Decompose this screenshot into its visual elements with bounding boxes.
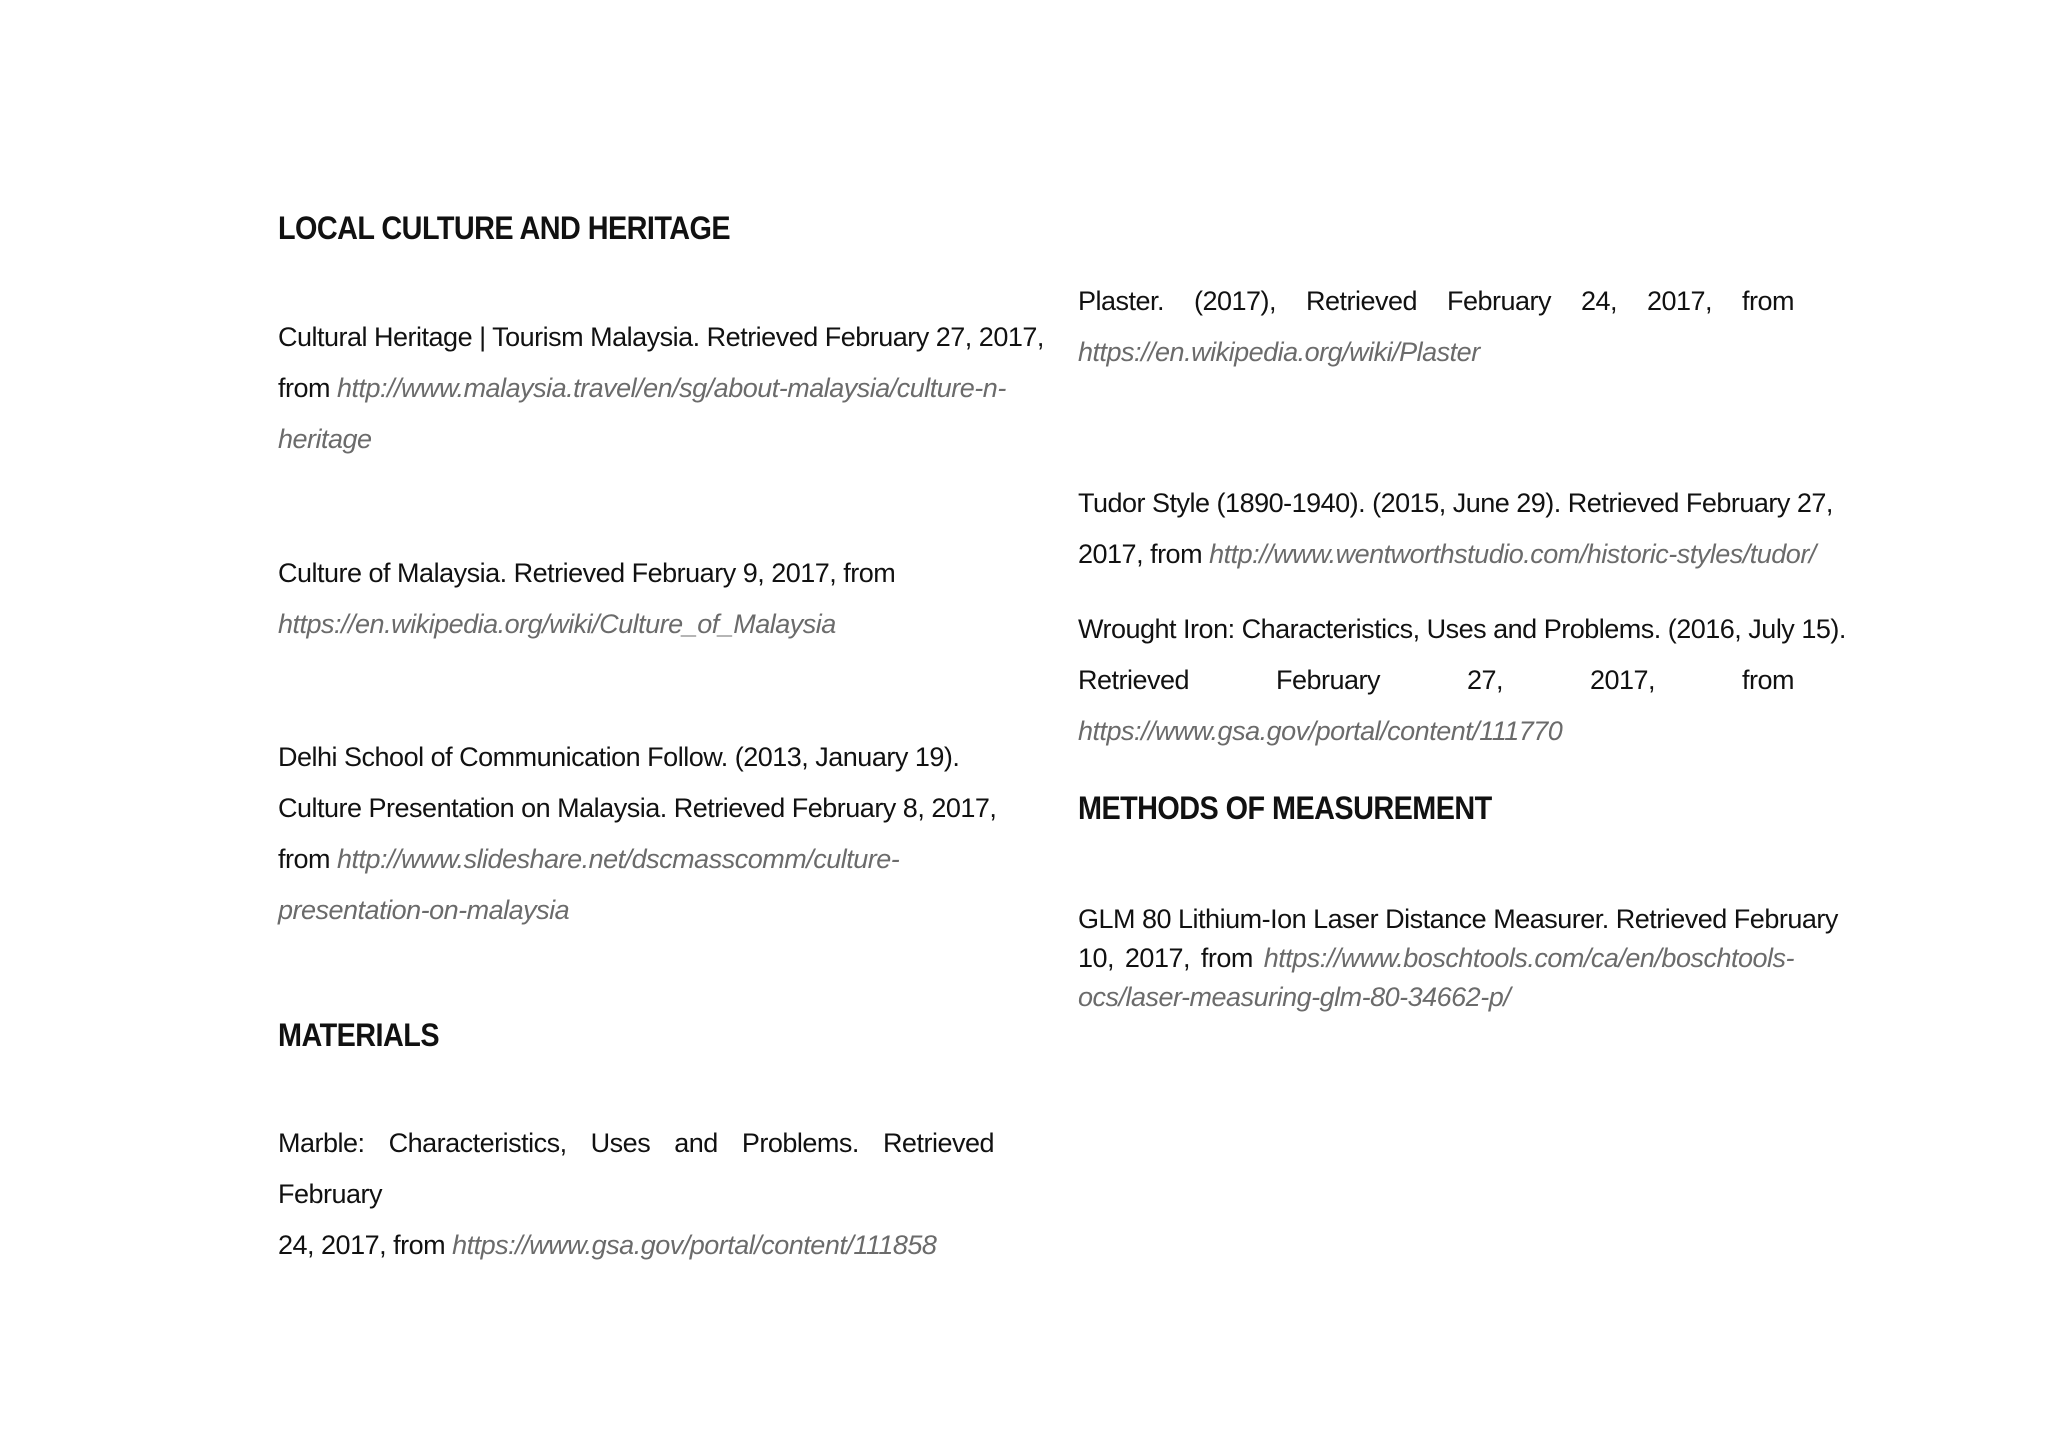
heading-materials: MATERIALS xyxy=(278,1017,440,1053)
heading-local-culture: LOCAL CULTURE AND HERITAGE xyxy=(278,210,731,246)
reference-glm-80 xyxy=(1078,900,1838,1017)
reference-line: Retrieved February 27, 2017, from xyxy=(1078,665,1794,695)
reference-line: from http://www.slideshare.net/dscmasscomm/culture- xyxy=(278,844,900,874)
heading-methods-of-measurement: METHODS OF MEASUREMENT xyxy=(1078,790,1492,826)
reference-url: https://www.gsa.gov/portal/content/111770 xyxy=(1078,716,1563,746)
reference-line: Plaster. (2017), Retrieved February 24, 2017, from xyxy=(1078,286,1794,316)
reference-tudor xyxy=(1078,478,1833,580)
reference-cultural-heritage xyxy=(278,312,1044,465)
reference-line: Culture Presentation on Malaysia. Retrieved February 8, 2017, xyxy=(278,793,997,823)
reference-line: Marble: Characteristics, Uses and Problems. Retrieved February xyxy=(278,1128,994,1209)
reference-line xyxy=(1078,706,1800,757)
reference-delhi-school xyxy=(278,732,1000,936)
reference-marble xyxy=(278,1118,994,1271)
reference-line: from http://www.malaysia.travel/en/sg/about-malaysia/culture-n- xyxy=(278,373,1006,403)
reference-url: http://www.slideshare.net/dscmasscomm/culture- xyxy=(337,844,900,874)
reference-url: heritage xyxy=(278,424,372,454)
reference-line: 24, 2017, from https://www.gsa.gov/portal/content/111858 xyxy=(278,1230,937,1260)
reference-line xyxy=(278,885,1000,936)
reference-line xyxy=(278,414,1000,465)
reference-line: GLM 80 Lithium-Ion Laser Distance Measurer. Retrieved February xyxy=(1078,904,1838,934)
reference-line: Wrought Iron: Characteristics, Uses and Problems. (2016, July 15). xyxy=(1078,614,1846,644)
reference-url: https://en.wikipedia.org/wiki/Plaster xyxy=(1078,337,1480,367)
reference-url: http://www.malaysia.travel/en/sg/about-malaysia/culture-n- xyxy=(337,373,1006,403)
reference-url: https://www.gsa.gov/portal/content/111858 xyxy=(452,1230,937,1260)
reference-line: Culture of Malaysia. Retrieved February 9, 2017, from xyxy=(278,558,896,588)
reference-line xyxy=(1078,327,1794,378)
reference-url: ocs/laser-measuring-glm-80-34662-p/ xyxy=(1078,982,1511,1012)
reference-url: https://www.boschtools.com/ca/en/boschtools- xyxy=(1263,943,1794,973)
reference-line xyxy=(278,599,1000,650)
reference-line: Tudor Style (1890-1940). (2015, June 29). Retrieved February 27, xyxy=(1078,488,1833,518)
reference-line: 2017, from http://www.wentworthstudio.com/historic-styles/tudor/ xyxy=(1078,539,1816,569)
reference-line: 10, 2017, from https://www.boschtools.com/ca/en/boschtools- xyxy=(1078,943,1794,973)
reference-line: Cultural Heritage | Tourism Malaysia. Retrieved February 27, 2017, xyxy=(278,322,1044,352)
reference-culture-of-malaysia xyxy=(278,548,1000,650)
reference-line: Delhi School of Communication Follow. (2013, January 19). xyxy=(278,742,960,772)
reference-wrought-iron xyxy=(1078,604,1846,757)
reference-line xyxy=(1078,978,1794,1017)
reference-plaster xyxy=(1078,276,1794,378)
reference-url: presentation-on-malaysia xyxy=(278,895,570,925)
reference-url: http://www.wentworthstudio.com/historic-styles/tudor/ xyxy=(1209,539,1816,569)
reference-url: https://en.wikipedia.org/wiki/Culture_of_Malaysia xyxy=(278,609,836,639)
